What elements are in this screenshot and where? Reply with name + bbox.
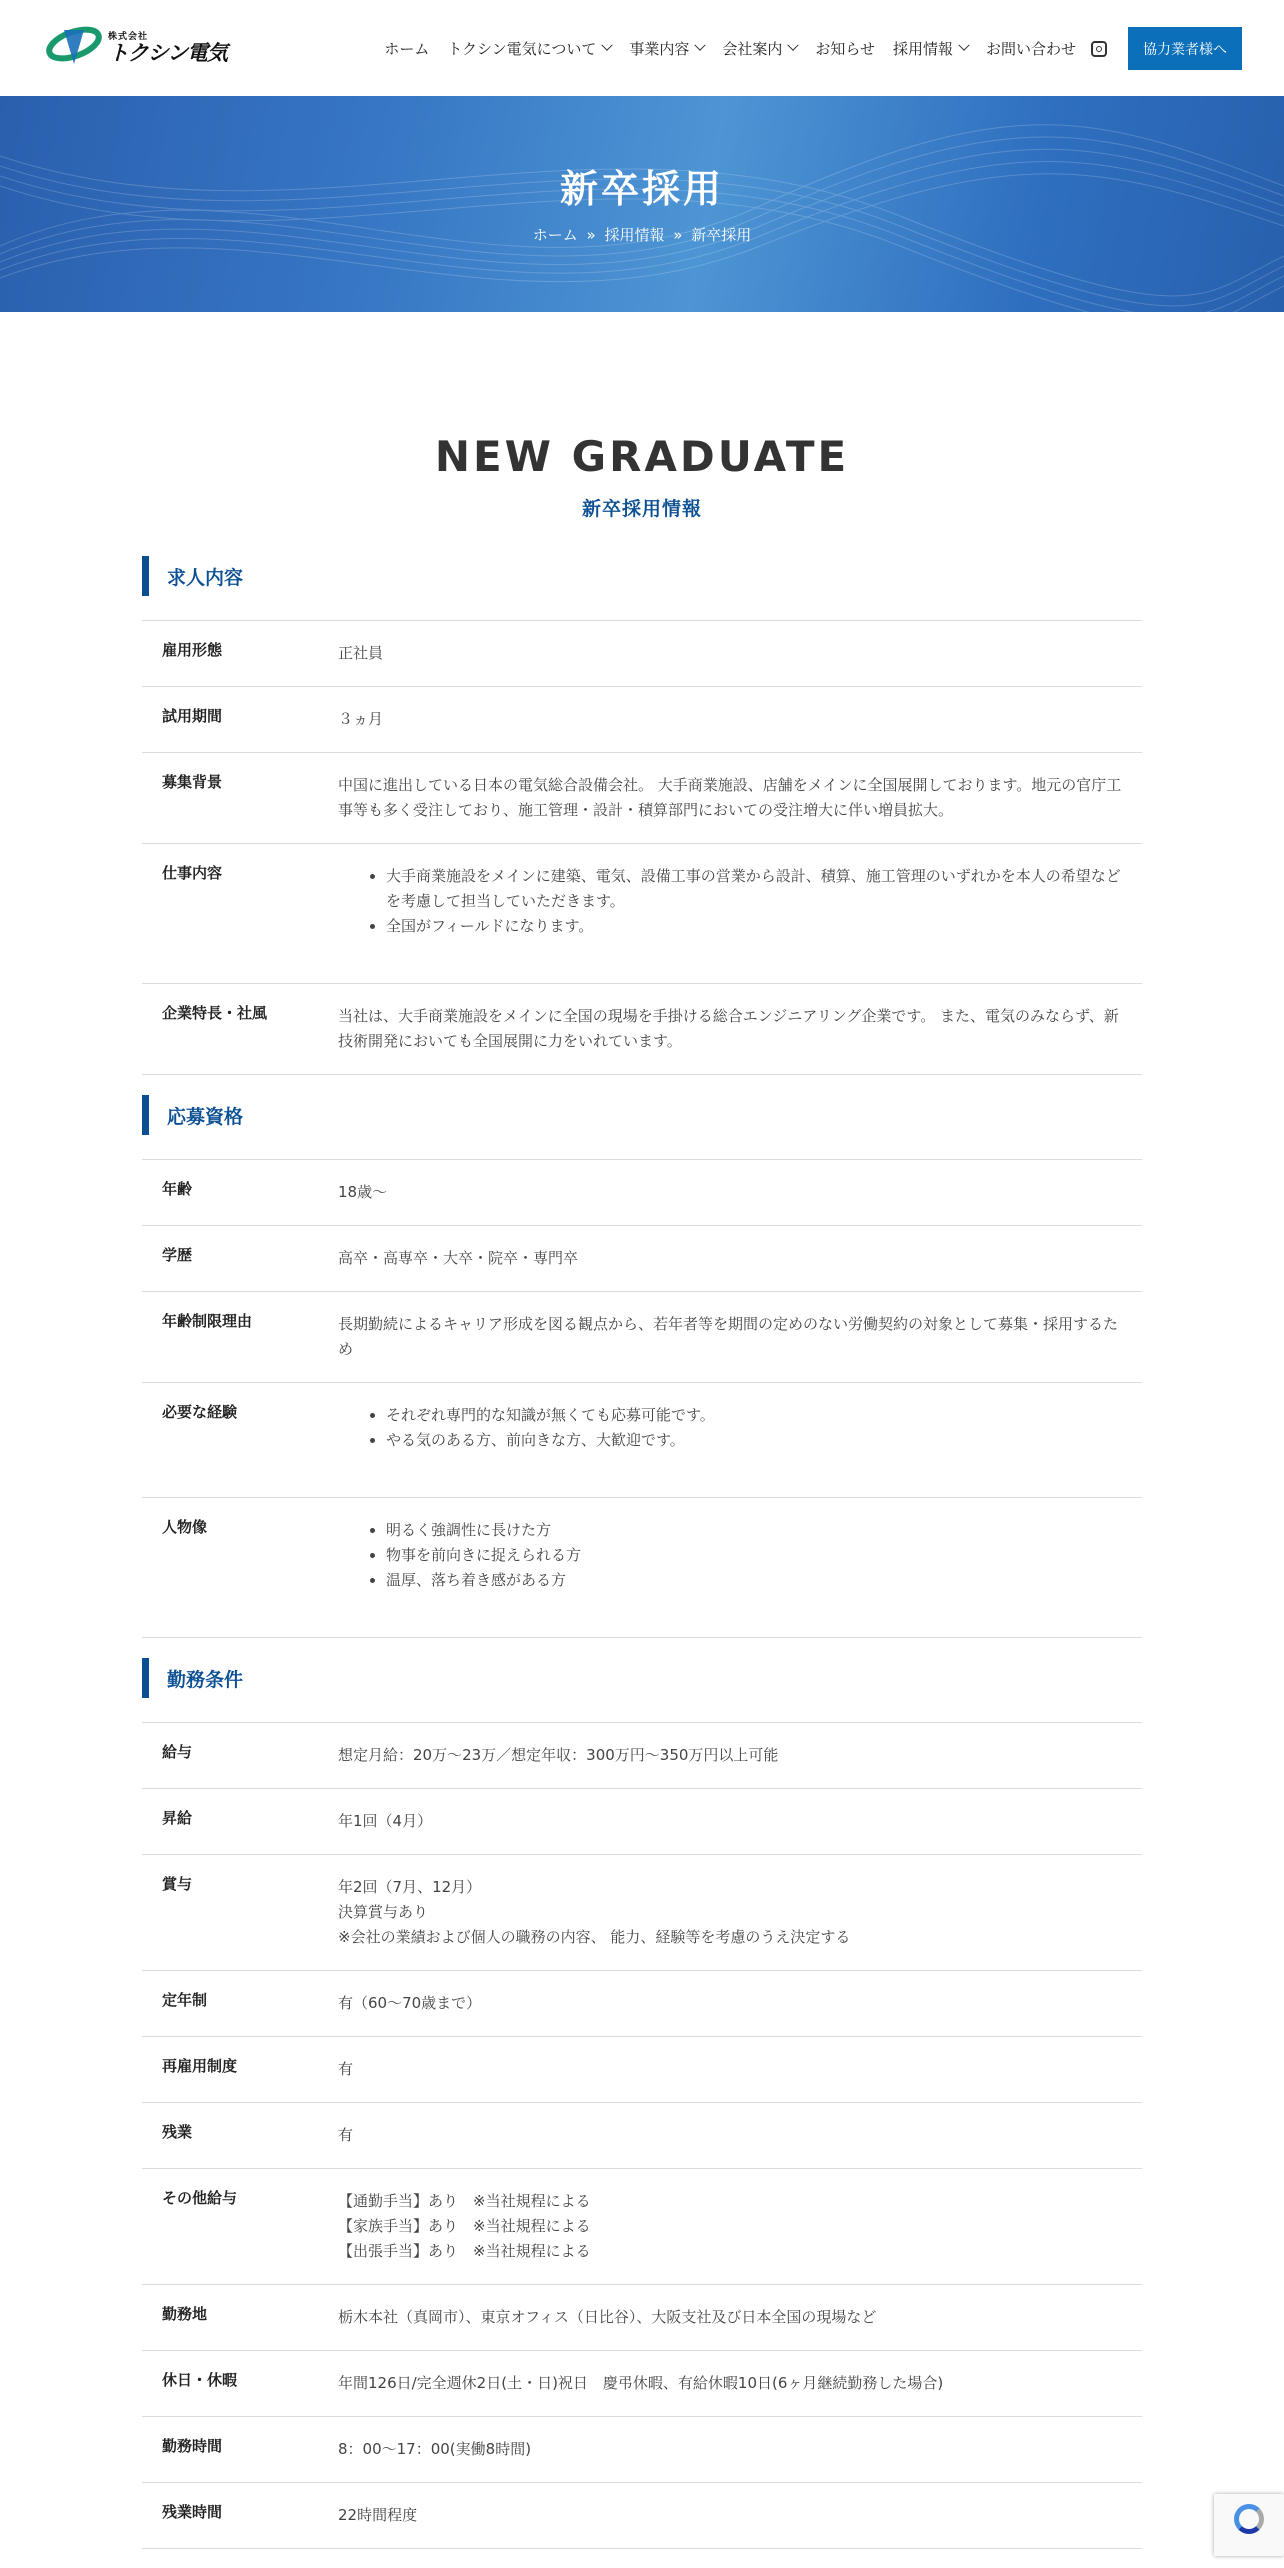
table-row (142, 984, 1142, 1075)
row-value (338, 621, 1142, 687)
value-line: 有（60〜70歳まで） (338, 1994, 482, 2012)
value-line: 【家族手当】あり ※当社規程による (338, 2217, 591, 2235)
row-label: 再雇用制度 (162, 2057, 238, 2075)
list-item: • 明るく強調性に長けた方 (386, 1518, 1122, 1543)
logo-small-text: 株式会社 (108, 31, 149, 42)
logo-mark-icon (44, 20, 106, 72)
table-row (142, 753, 1142, 844)
row-label: 試用期間 (162, 707, 223, 725)
instagram-icon[interactable] (1091, 41, 1107, 57)
value-line: 18歳〜 (338, 1183, 388, 1201)
row-value (338, 2351, 1142, 2417)
company-logo[interactable] (44, 20, 230, 72)
table-row (142, 2417, 1142, 2483)
nav-item-label: 採用情報 (892, 39, 953, 58)
chevron-down-icon (602, 40, 613, 51)
row-value (338, 2285, 1142, 2351)
value-line: 栃木本社（真岡市）、東京オフィス（日比谷）、大阪支社及び日本全国の現場など (338, 2308, 877, 2326)
table-row (142, 1971, 1142, 2037)
nav-item[interactable] (384, 38, 429, 59)
row-label: 雇用形態 (162, 641, 223, 659)
site-header (0, 0, 1284, 96)
value-line: 【通勤手当】あり ※当社規程による (338, 2192, 591, 2210)
partner-button[interactable]: 協力業者様へ (1128, 27, 1242, 70)
value-line: 8：00〜17：00(実働8時間) (338, 2440, 532, 2458)
row-value (338, 844, 1142, 984)
value-line: 有 (338, 2060, 354, 2078)
list-item: • やる気のある方、前向きな方、大歓迎です。 (386, 1428, 1122, 1453)
value-line: 【出張手当】あり ※当社規程による (338, 2242, 591, 2260)
table-row (142, 1723, 1142, 1789)
recruit-content (142, 556, 1142, 2549)
nav-item-label: 会社案内 (722, 39, 783, 58)
row-value (338, 1292, 1142, 1383)
row-value (338, 2103, 1142, 2169)
spec-table (142, 1722, 1142, 2549)
main-navigation (384, 30, 1076, 66)
row-value (338, 687, 1142, 753)
table-row (142, 2169, 1142, 2285)
chevron-down-icon (958, 40, 969, 51)
list-item: • 全国がフィールドになります。 (386, 914, 1122, 939)
spec-table (142, 1159, 1142, 1638)
value-line: 長期勤続によるキャリア形成を図る観点から、若年者等を期間の定めのない労働契約の対象として募集・採用するため (338, 1315, 1119, 1358)
row-label: 勤務地 (162, 2305, 208, 2323)
row-label: 人物像 (162, 1518, 208, 1536)
table-row (142, 1160, 1142, 1226)
row-label: 給与 (162, 1743, 193, 1761)
row-value (338, 2037, 1142, 2103)
row-label: 募集背景 (162, 773, 223, 791)
row-value (338, 1723, 1142, 1789)
breadcrumb-recruit[interactable]: 採用情報 (604, 226, 665, 244)
bullet-list (338, 1518, 1122, 1593)
recaptcha-badge[interactable] (1214, 2494, 1284, 2556)
row-label: 企業特長・社風 (162, 1004, 268, 1022)
value-line: 当社は、大手商業施設をメインに全国の現場を手掛ける総合エンジニアリング企業です。 また、電気のみならず、新技術開発においても全国展開に力をいれています。 (338, 1007, 1119, 1050)
chevron-down-icon (695, 40, 706, 51)
row-label: 休日・休暇 (162, 2371, 238, 2389)
list-item: • それぞれ専門的な知識が無くても応募可能です。 (386, 1403, 1122, 1428)
table-row (142, 2351, 1142, 2417)
breadcrumb-separator: » (586, 226, 596, 244)
value-line: 年間126日/完全週休2日(土・日)祝日 慶弔休暇、有給休暇10日(6ヶ月継続勤務した場合) (338, 2374, 944, 2392)
row-label: 年齢 (162, 1180, 193, 1198)
row-label: その他給与 (162, 2189, 238, 2207)
breadcrumb-home[interactable]: ホーム (532, 226, 578, 244)
row-label: 定年制 (162, 1991, 208, 2009)
list-item: • 温厚、落ち着き感がある方 (386, 1568, 1122, 1593)
table-row (142, 844, 1142, 984)
row-value (338, 753, 1142, 844)
row-value (338, 1789, 1142, 1855)
value-line: 有 (338, 2126, 354, 2144)
row-value (338, 2483, 1142, 2549)
block-heading: 求人内容 (142, 556, 1142, 596)
value-line: 年2回（7月、12月） (338, 1878, 482, 1896)
row-value (338, 1855, 1142, 1971)
table-row (142, 2037, 1142, 2103)
breadcrumb-separator: » (673, 226, 683, 244)
value-line: 決算賞与あり (338, 1903, 429, 1921)
nav-item-label: トクシン電気について (447, 39, 597, 58)
nav-item-label: お問い合わせ (985, 39, 1076, 58)
nav-item-label: 事業内容 (629, 39, 690, 58)
table-row (142, 1789, 1142, 1855)
nav-item[interactable] (893, 38, 968, 59)
nav-item-label: ホーム (384, 39, 430, 58)
row-value (338, 1160, 1142, 1226)
breadcrumb-current: 新卒採用 (691, 226, 752, 244)
block-heading: 応募資格 (142, 1095, 1142, 1135)
recaptcha-icon (1234, 2504, 1264, 2534)
value-line: 年1回（4月） (338, 1812, 433, 1830)
table-row (142, 1226, 1142, 1292)
table-row (142, 2483, 1142, 2549)
list-item: • 大手商業施設をメインに建築、電気、設備工事の営業から設計、積算、施工管理のいずれかを本人の希望などを考慮して担当していただきます。 (386, 864, 1122, 914)
table-row (142, 621, 1142, 687)
breadcrumb (0, 224, 1284, 245)
row-value (338, 1498, 1142, 1638)
table-row (142, 687, 1142, 753)
page-hero (0, 96, 1284, 312)
nav-item[interactable] (986, 38, 1076, 59)
table-row (142, 1855, 1142, 1971)
nav-item[interactable] (815, 38, 875, 59)
list-item: • 物事を前向きに捉えられる方 (386, 1543, 1122, 1568)
nav-item[interactable] (629, 38, 704, 59)
value-line: ３ヵ月 (338, 710, 384, 728)
value-line: 高卒・高専卒・大卒・院卒・専門卒 (338, 1249, 579, 1267)
value-line: 中国に進出している日本の電気総合設備会社。 大手商業施設、店舗をメインに全国展開しております。地元の官庁工事等も多く受注しており、施工管理・設計・積算部門においての受注増大に伴い増員拡大。 (338, 776, 1122, 819)
row-value (338, 1383, 1142, 1498)
value-line: 正社員 (338, 644, 384, 662)
bullet-list (338, 1403, 1122, 1453)
logo-main-text: トクシン電気 (108, 40, 228, 65)
row-label: 昇給 (162, 1809, 193, 1827)
table-row (142, 1383, 1142, 1498)
row-value (338, 2417, 1142, 2483)
page-title: 新卒採用 (559, 167, 724, 211)
row-value (338, 2169, 1142, 2285)
row-value (338, 1971, 1142, 2037)
row-label: 必要な経験 (162, 1403, 238, 1421)
chevron-down-icon (788, 40, 799, 51)
nav-item[interactable] (722, 38, 797, 59)
row-label: 勤務時間 (162, 2437, 223, 2455)
nav-item-label: お知らせ (815, 39, 875, 58)
row-label: 仕事内容 (162, 864, 223, 882)
bullet-list (338, 864, 1122, 939)
spec-table (142, 620, 1142, 1075)
block-heading: 勤務条件 (142, 1658, 1142, 1698)
row-label: 残業時間 (162, 2503, 223, 2521)
row-label: 残業 (162, 2123, 193, 2141)
table-row (142, 2285, 1142, 2351)
row-label: 賞与 (162, 1875, 193, 1893)
table-row (142, 1498, 1142, 1638)
section-title-jp: 新卒採用情報 (581, 498, 702, 520)
value-line: 想定月給：20万〜23万／想定年収：300万円〜350万円以上可能 (338, 1746, 779, 1764)
row-label: 学歴 (162, 1246, 193, 1264)
section-title-en: NEW GRADUATE (434, 432, 850, 481)
row-value (338, 1226, 1142, 1292)
value-line: 22時間程度 (338, 2506, 418, 2524)
nav-item[interactable] (447, 38, 611, 59)
value-line: ※会社の業績および個人の職務の内容、 能力、経験等を考慮のうえ決定する (338, 1928, 851, 1946)
row-label: 年齢制限理由 (162, 1312, 253, 1330)
table-row (142, 2103, 1142, 2169)
row-value (338, 984, 1142, 1075)
table-row (142, 1292, 1142, 1383)
